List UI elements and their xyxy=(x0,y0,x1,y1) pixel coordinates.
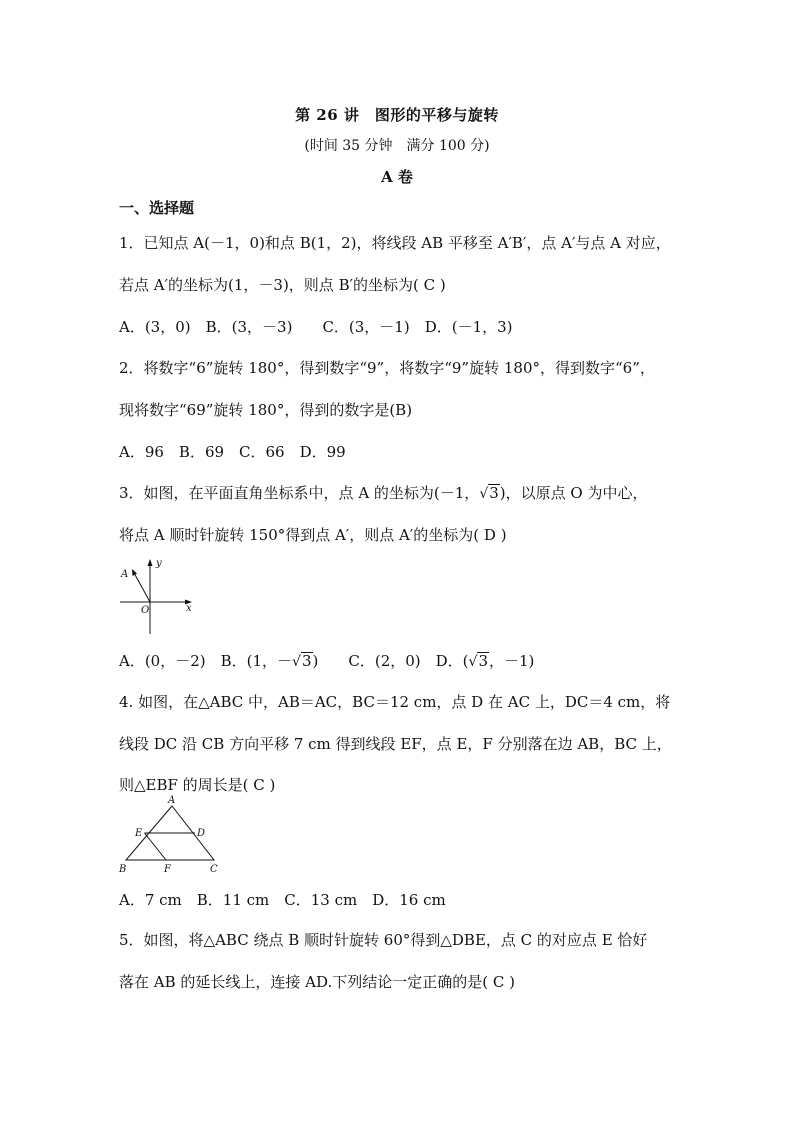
section-heading: 一、选择题 xyxy=(119,199,195,217)
q3-line1-b: )，以原点 O 为中心， xyxy=(499,484,648,502)
q2-line1: 2．将数字“6”旋转 180°，得到数字“9”，将数字“9”旋转 180°，得到数字“6”， xyxy=(119,359,655,377)
label-a: A xyxy=(168,795,176,806)
q4-triangle-figure xyxy=(116,793,226,878)
q5-line2: 落在 AB 的延长线上，连接 AD.下列结论一定正确的是( C ) xyxy=(119,973,515,991)
y-axis-arrow xyxy=(148,559,153,566)
q2-options: A．96 B．69 C．66 D．99 xyxy=(119,443,346,461)
q3-options: A．(0，－2) B．(1，－√3) C．(2，0) D．(√3，－1) xyxy=(119,652,535,670)
q3-coordinate-figure xyxy=(116,558,196,638)
q3-line1-a: 3．如图，在平面直角坐标系中，点 A 的坐标为(－1， xyxy=(119,484,480,502)
q3-line1: 3．如图，在平面直角坐标系中，点 A 的坐标为(－1，√3)，以原点 O 为中心， xyxy=(119,484,648,502)
q1-line2: 若点 A′的坐标为(1，－3)，则点 B′的坐标为( C ) xyxy=(119,276,446,294)
label-a: A xyxy=(121,569,129,580)
label-d: D xyxy=(197,828,206,839)
q4-line1: 4. 如图，在△ABC 中，AB＝AC，BC＝12 cm，点 D 在 AC 上，DC＝4 cm，将 xyxy=(119,693,671,711)
q3-line2: 将点 A 顺时针旋转 150°得到点 A′，则点 A′的坐标为( D ) xyxy=(119,526,507,544)
label-b: B xyxy=(119,864,127,875)
q3-opt-sqrt2: 3 xyxy=(478,652,488,670)
q3-opt-c: ，－1) xyxy=(488,652,535,670)
q1-options: A．(3，0) B．(3，－3) C．(3，－1) D．(－1，3) xyxy=(119,318,513,336)
q3-opt-b: ) C．(2，0) D．( xyxy=(312,652,469,670)
label-o: O xyxy=(141,605,150,616)
q3-opt-sqrt1: 3 xyxy=(301,652,312,670)
volume-label: A 卷 xyxy=(381,168,413,186)
q4-line2: 线段 DC 沿 CB 方向平移 7 cm 得到线段 EF，点 E，F 分别落在边 AB，BC 上， xyxy=(119,735,672,753)
label-x: x xyxy=(186,603,192,614)
q5-line1: 5．如图，将△ABC 绕点 B 顺时针旋转 60°得到△DBE，点 C 的对应点 E 恰好 xyxy=(119,931,648,949)
q3-opt-a: A．(0，－2) B．(1，－ xyxy=(119,652,293,670)
q3-sqrt: 3 xyxy=(489,484,499,502)
label-f: F xyxy=(164,864,171,875)
q1-line1: 1．已知点 A(－1，0)和点 B(1，2)，将线段 AB 平移至 A′B′，点 A′与点 A 对应， xyxy=(119,234,671,252)
page-title: 第 26 讲 图形的平移与旋转 xyxy=(295,106,499,124)
segment-ef xyxy=(145,833,167,860)
q4-options: A．7 cm B．11 cm C．13 cm D．16 cm xyxy=(119,891,446,909)
q2-line2: 现将数字“69”旋转 180°，得到的数字是(B) xyxy=(119,401,413,419)
label-e: E xyxy=(135,828,143,839)
label-c: C xyxy=(210,864,218,875)
point-a-arrow xyxy=(132,569,137,576)
segment-oa xyxy=(133,571,150,602)
label-y: y xyxy=(156,558,162,569)
time-score-note: (时间 35 分钟 满分 100 分) xyxy=(304,138,490,154)
q4-line3: 则△EBF 的周长是( C ) xyxy=(119,776,276,794)
